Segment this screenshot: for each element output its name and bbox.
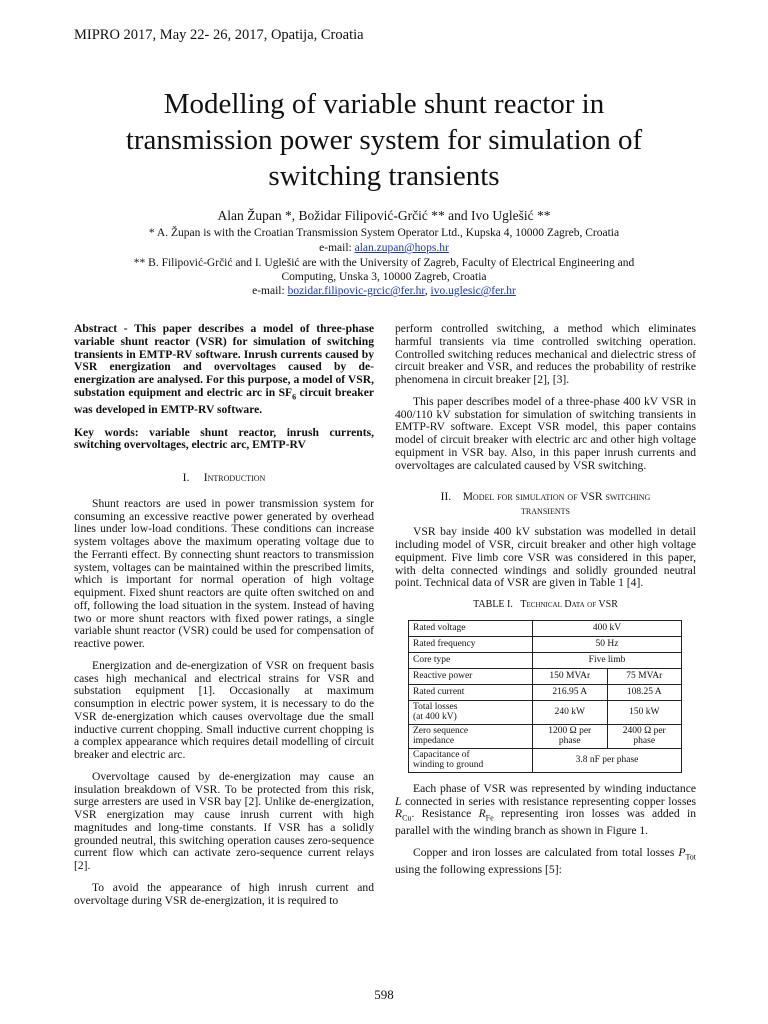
section-1-paragraph-4-continued: perform controlled switching, a method which eliminates harmful transients via time controlled switching operation. Controlled switching reduces mechanical and dielectric stress of circuit breaker and VSR, and reduces the probability of restrike phenomena in circuit breaker [2], [3]. xyxy=(395,322,696,386)
left-column xyxy=(74,323,374,916)
table-cell: 240 kW xyxy=(533,700,608,724)
page-number: 598 xyxy=(374,987,394,1002)
email-link-filipovic[interactable]: bozidar.filipovic-grcic@fer.hr xyxy=(287,285,425,297)
table-cell: 216.95 A xyxy=(533,684,608,700)
email-link-zupan[interactable]: alan.zupan@hops.hr xyxy=(354,242,449,254)
section-2-paragraph-1: VSR bay inside 400 kV substation was modelled in detail including model of VSR, circuit breaker and other high voltage equipment. Five limb core VSR was considered in this paper, with delta connected windings and solidly grounded neutral point. Technical data of VSR are given in Table 1 [4]. xyxy=(395,525,696,590)
email-label: e-mail: xyxy=(252,285,288,297)
email-line-2 xyxy=(0,284,768,299)
table-cell: 2400 Ω per phase xyxy=(607,724,682,748)
section-2-paragraph-2: Each phase of VSR was represented by winding inductance L connected in series with resistance representing copper losses $R_{Cu}$. Resistance $R_{Fe}$ representing iron losses was added in parallel with the winding branch as shown in Figure 1. xyxy=(395,781,696,838)
table-row xyxy=(409,636,682,652)
table-cell: Total losses (at 400 kV) xyxy=(409,700,533,724)
section-1-paragraph-3: Overvoltage caused by de-energization may cause an insulation breakdown of VSR. To be protected from this risk, surge arresters are used in VSR bay [2]. Unlike de-energization, VSR energization may cause inrush current with high magnitudes and long-time constants. If VSR has a solidly grounded neutral, this switching operation causes zero-sequence current flow which can activate zero-sequence current relays [2]. xyxy=(74,769,374,873)
section-1-paragraph-1: Shunt reactors are used in power transmission system for consuming an excessive reactive power generated by overhead lines under low-load conditions. These conditions can increase system voltages above the maximum operating voltage due to the Ferranti effect. By connecting shunt reactors to transmission system, voltages can be maintained within the prescribed limits, which is important for normal operation of high voltage equipment. Fixed shunt reactors are quite often switched on and off, following the load situation in the system. Instead of having two or more shunt reactors with fixed power ratings, a single variable shunt reactor (VSR) could be used for compensation of reactive power. xyxy=(74,496,374,651)
table-cell: Capacitance of winding to ground xyxy=(409,748,533,772)
table-row xyxy=(409,700,682,724)
table-cell: Zero sequence impedance xyxy=(409,724,533,748)
table-cell: 108.25 A xyxy=(607,684,682,700)
technical-data-table xyxy=(408,620,682,773)
right-column xyxy=(395,323,696,886)
table-cell: 3.8 nF per phase xyxy=(533,748,682,772)
email-link-uglesic[interactable]: ivo.uglesic@fer.hr xyxy=(430,285,516,297)
keywords: Key words: variable shunt reactor, inrush currents, switching overvoltages, electric arc, EMTP-RV xyxy=(74,425,374,452)
affiliation-2-line-1: ** B. Filipović-Grčić and I. Uglešić are with the University of Zagreb, Faculty of Electrical Engineering and xyxy=(133,257,635,269)
table-row xyxy=(409,620,682,636)
table-cell: Rated frequency xyxy=(409,636,533,652)
title-line-1: Modelling of variable shunt reactor in xyxy=(163,88,605,120)
author-list: Alan Župan *, Božidar Filipović-Grčić ** and Ivo Uglešić ** xyxy=(217,208,551,223)
section-1-paragraph-5: This paper describes model of a three-phase 400 kV VSR in 400/110 kV substation for simulation of switching transients in EMTP-RV software. Except VSR model, this paper contains model of circuit breaker with electric arc and other high voltage equipment in VSR bay. Also, in this paper inrush currents and overvoltages are calculated caused by VSR switching. xyxy=(395,394,696,472)
table-cell: 400 kV xyxy=(533,620,682,636)
table-cell: 75 MVAr xyxy=(607,668,682,684)
table-cell: Rated current xyxy=(409,684,533,700)
table-row xyxy=(409,724,682,748)
section-2-heading: II. Model for simulation of VSR switching transients xyxy=(440,491,651,518)
table-cell: Reactive power xyxy=(409,668,533,684)
affiliation-1: * A. Župan is with the Croatian Transmission System Operator Ltd., Kupska 4, 10000 Zagreb, Croatia xyxy=(148,227,620,239)
table-cell: Five limb xyxy=(533,652,682,668)
title-line-3: switching transients xyxy=(268,160,500,192)
email-label: e-mail: xyxy=(319,242,355,254)
table-row xyxy=(409,748,682,772)
table-row xyxy=(409,652,682,668)
section-2-paragraph-3: Copper and iron losses are calculated from total losses $P_{Tot}$ using the following expressions [5]: xyxy=(395,846,696,877)
section-1-paragraph-4: To avoid the appearance of high inrush current and overvoltage during VSR de-energization, it is required to xyxy=(74,880,374,907)
email-separator: , xyxy=(424,285,431,297)
table-cell: Core type xyxy=(409,652,533,668)
table-1-caption: TABLE I. Technical Data of VSR xyxy=(473,599,618,610)
table-cell: 1200 Ω per phase xyxy=(533,724,608,748)
table-cell: 50 Hz xyxy=(533,636,682,652)
table-cell: Rated voltage xyxy=(409,620,533,636)
table-cell: 150 MVAr xyxy=(533,668,608,684)
affiliation-2-line-2: Computing, Unska 3, 10000 Zagreb, Croatia xyxy=(281,271,487,283)
abstract: Abstract - This paper describes a model of three-phase variable shunt reactor (VSR) for simulation of switching transients in EMTP-RV software. Inrush currents caused by VSR energization and overvoltages caused by de-energization are analysed. For this purpose, a model of VSR, substation equipment and electric arc in $SF_6$ circuit breaker was developed in EMTP-RV software. xyxy=(74,322,375,416)
email-line-1 xyxy=(0,241,768,256)
table-row xyxy=(409,684,682,700)
conference-header: MIPRO 2017, May 22- 26, 2017, Opatija, Croatia xyxy=(74,27,364,43)
section-1-paragraph-2: Energization and de-energization of VSR on frequent basis cases high mechanical and electrical strains for VSR and substation equipment [1]. Occasionally at maximum consumption in electric power system, it is necessary to do the VSR de-energization which causes overvoltage due the small inductive current chopping. Small inductive current chopping is a complex appearance which requires detail modelling of circuit breaker and electric arc. xyxy=(74,658,374,762)
title-line-2: transmission power system for simulation of xyxy=(125,124,643,156)
section-1-heading: I. Introduction xyxy=(182,472,266,485)
table-cell: 150 kW xyxy=(607,700,682,724)
table-row xyxy=(409,668,682,684)
paper-title xyxy=(0,86,768,194)
